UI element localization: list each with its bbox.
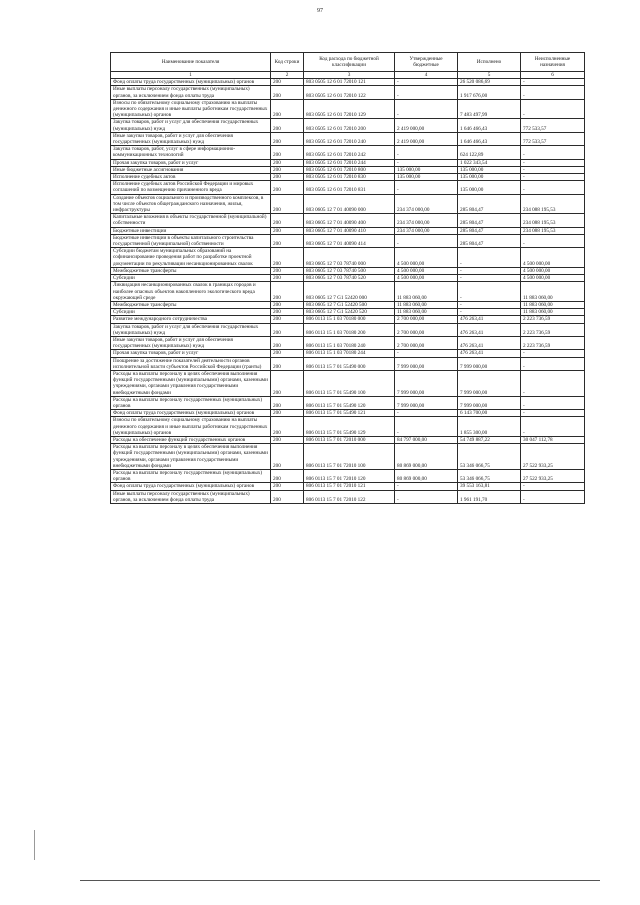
table-row [111,396,585,409]
row-approved-cell: 7 999 000,00 [395,396,458,409]
row-unexecuted-cell: - [521,181,585,194]
row-kbk-cell: 803 0505 12 6 01 72010 244 [304,159,395,166]
row-executed-cell: 285 804,47 [458,234,521,247]
row-approved-cell: - [395,350,458,357]
row-kbk-cell: 803 0605 12 7 G1 52420 000 [304,282,395,302]
row-executed-cell: 26 520 086,69 [458,79,521,86]
row-code-cell: 200 [271,490,304,503]
row-executed-cell: 1 855 300,00 [458,417,521,437]
row-name-cell: Взносы по обязательному социальному страхованию на выплаты денежного содержания и иные выплаты работникам государственных (муниципальных) органов [111,417,271,437]
row-kbk-cell: 806 0113 15 7 01 55490 121 [304,410,395,417]
table-row [111,99,585,119]
row-unexecuted-cell: 27 522 933,25 [521,469,585,482]
row-unexecuted-cell: 4 500 000,00 [521,267,585,274]
row-kbk-cell: 803 0605 12 7 01 40090 400 [304,214,395,227]
table-row [111,469,585,482]
row-kbk-cell: 806 0113 15 7 01 72010 000 [304,436,395,443]
row-approved-cell: 11 883 060,00 [395,301,458,308]
row-name-cell: Субсидии [111,309,271,316]
row-unexecuted-cell: - [521,166,585,173]
table-row [111,323,585,336]
row-unexecuted-cell: 2 223 736,59 [521,336,585,349]
row-kbk-cell: 803 0505 12 6 01 72010 129 [304,99,395,119]
row-kbk-cell: 806 0113 15 1 03 70180 244 [304,350,395,357]
row-executed-cell: - [458,267,521,274]
row-kbk-cell: 803 0605 12 7 01 40090 410 [304,227,395,234]
page-number: 97 [317,8,323,14]
row-kbk-cell: 803 0605 12 7 03 78740 000 [304,248,395,268]
row-approved-cell: 11 883 060,00 [395,309,458,316]
row-name-cell: Ликвидация несанкционированных свалок в границах городов и наиболее опасных объектов накопленного экологического вреда окружающей среде [111,282,271,302]
row-unexecuted-cell: 772 533,57 [521,119,585,132]
row-executed-cell: 7 999 000,00 [458,357,521,370]
row-unexecuted-cell: 772 533,57 [521,132,585,145]
row-code-cell: 200 [271,234,304,247]
row-code-cell: 200 [271,227,304,234]
table-row [111,275,585,282]
row-code-cell: 200 [271,132,304,145]
table-row [111,336,585,349]
table-row [111,282,585,302]
table-row [111,370,585,396]
row-name-cell: Расходы на выплаты персоналу в целях обеспечения выполнения функций государственными (муниципальными) органами, казенными учреждениями, органами управления государственными внебюджетными фондами [111,370,271,396]
row-executed-cell: 135 000,00 [458,166,521,173]
table-row [111,410,585,417]
table-row [111,483,585,490]
row-name-cell: Исполнение судебных актов [111,174,271,181]
expenditure-report-table [110,52,585,504]
column-number: 3 [304,72,395,79]
row-name-cell: Взносы по обязательному социальному страхованию на выплаты денежного содержания и иные выплаты работникам государственных (муниципальных) органов [111,99,271,119]
row-kbk-cell: 806 0113 15 7 01 55490 000 [304,357,395,370]
row-approved-cell: - [395,234,458,247]
row-unexecuted-cell: - [521,159,585,166]
row-approved-cell: - [395,146,458,159]
row-name-cell: Расходы на выплаты персоналу государственных (муниципальных) органов [111,396,271,409]
row-approved-cell: 135 000,00 [395,174,458,181]
row-unexecuted-cell: 234 088 195,53 [521,194,585,214]
row-executed-cell: 7 999 000,00 [458,370,521,396]
row-executed-cell: 7 999 000,00 [458,396,521,409]
row-kbk-cell: 806 0113 15 7 01 72010 121 [304,483,395,490]
row-unexecuted-cell: - [521,370,585,396]
row-approved-cell: 2 700 000,00 [395,316,458,323]
row-kbk-cell: 806 0113 15 1 03 70180 200 [304,323,395,336]
row-executed-cell: 53 346 066,75 [458,444,521,470]
row-executed-cell: - [458,309,521,316]
table-row [111,267,585,274]
row-code-cell: 200 [271,316,304,323]
row-code-cell: 200 [271,350,304,357]
row-name-cell: Развитие международного сотрудничества [111,316,271,323]
table-row [111,309,585,316]
row-code-cell: 200 [271,323,304,336]
table-row [111,417,585,437]
row-name-cell: Иные выплаты персоналу государственных (муниципальных) органов, за исключением фонда оплаты труда [111,86,271,99]
row-kbk-cell: 806 0113 15 7 01 55490 100 [304,370,395,396]
row-code-cell: 200 [271,370,304,396]
table-row [111,350,585,357]
row-kbk-cell: 803 0605 12 7 G1 52420 520 [304,309,395,316]
row-executed-cell: - [458,282,521,302]
row-code-cell: 200 [271,267,304,274]
row-code-cell: 200 [271,79,304,86]
row-approved-cell: 2 700 000,00 [395,323,458,336]
row-kbk-cell: 806 0113 15 7 01 55490 120 [304,396,395,409]
column-number-row [111,72,585,79]
row-name-cell: Межбюджетные трансферты [111,301,271,308]
row-code-cell: 200 [271,86,304,99]
row-approved-cell: - [395,483,458,490]
row-name-cell: Бюджетные инвестиции [111,227,271,234]
row-code-cell: 200 [271,181,304,194]
row-kbk-cell: 803 0505 12 6 01 72010 122 [304,86,395,99]
row-code-cell: 200 [271,119,304,132]
row-executed-cell: 1 646 466,43 [458,119,521,132]
row-kbk-cell: 803 0605 12 7 01 40090 414 [304,234,395,247]
table-row [111,159,585,166]
row-unexecuted-cell: - [521,99,585,119]
column-number: 6 [521,72,585,79]
row-code-cell: 200 [271,301,304,308]
table-row [111,119,585,132]
row-code-cell: 200 [271,194,304,214]
row-kbk-cell: 803 0605 12 7 03 78740 520 [304,275,395,282]
row-unexecuted-cell: - [521,350,585,357]
row-unexecuted-cell: - [521,410,585,417]
row-unexecuted-cell: 2 223 736,59 [521,323,585,336]
table-row [111,132,585,145]
row-approved-cell: 4 500 000,00 [395,248,458,268]
row-approved-cell: 2 419 000,00 [395,119,458,132]
row-approved-cell: 4 500 000,00 [395,275,458,282]
row-name-cell: Иные закупки товаров, работ и услуг для обеспечения государственных (муниципальных) нужд [111,132,271,145]
table-row [111,174,585,181]
scan-mark [34,830,35,860]
row-executed-cell: 476 263,41 [458,316,521,323]
bottom-rule [80,880,600,881]
table-row [111,316,585,323]
row-name-cell: Расходы на выплаты персоналу в целях обеспечения выполнения функций государственными (муниципальными) органами, казенными учреждениями, органами управления государственными внебюджетными фондами [111,444,271,470]
header-name: Наименование показателя [111,53,271,72]
row-name-cell: Субсидии [111,275,271,282]
row-unexecuted-cell: 4 500 000,00 [521,275,585,282]
header-unexecuted: Неисполненные назначения [521,53,585,72]
row-code-cell: 200 [271,483,304,490]
row-name-cell: Поощрение за достижение показателей деятельности органов исполнительной власти субъектов Российской Федерации (гранты) [111,357,271,370]
table-row [111,227,585,234]
table-row [111,79,585,86]
row-name-cell: Расходы на выплаты персоналу государственных (муниципальных) органов [111,469,271,482]
column-number: 4 [395,72,458,79]
row-code-cell: 200 [271,417,304,437]
row-code-cell: 200 [271,469,304,482]
table-row [111,490,585,503]
row-approved-cell: 11 883 060,00 [395,282,458,302]
row-name-cell: Прочая закупка товаров, работ и услуг [111,350,271,357]
row-approved-cell: 135 000,00 [395,166,458,173]
row-unexecuted-cell: - [521,396,585,409]
row-executed-cell: 54 749 887,22 [458,436,521,443]
row-unexecuted-cell: 11 883 060,00 [521,309,585,316]
row-unexecuted-cell: 30 047 112,78 [521,436,585,443]
row-approved-cell: - [395,159,458,166]
row-kbk-cell: 803 0605 12 7 03 78740 500 [304,267,395,274]
row-code-cell: 200 [271,357,304,370]
row-approved-cell: - [395,86,458,99]
row-code-cell: 200 [271,248,304,268]
row-executed-cell: 285 804,47 [458,214,521,227]
row-unexecuted-cell: 234 088 195,53 [521,227,585,234]
row-code-cell: 200 [271,436,304,443]
row-unexecuted-cell: - [521,490,585,503]
row-approved-cell: - [395,410,458,417]
row-unexecuted-cell: 27 522 933,25 [521,444,585,470]
row-executed-cell: 1 917 676,00 [458,86,521,99]
table-row [111,194,585,214]
row-unexecuted-cell: - [521,234,585,247]
header-executed: Исполнено [458,53,521,72]
row-name-cell: Исполнение судебных актов Российской Федерации и мировых соглашений по возмещению причиненного вреда [111,181,271,194]
row-executed-cell: 476 263,41 [458,350,521,357]
row-name-cell: Создание объектов социального и производственного комплексов, в том числе объектов общегражданского назначения, жилья, инфраструктуры [111,194,271,214]
table-row [111,166,585,173]
row-kbk-cell: 803 0505 12 6 01 72010 121 [304,79,395,86]
row-approved-cell: 7 999 000,00 [395,370,458,396]
row-executed-cell: - [458,248,521,268]
row-name-cell: Бюджетные инвестиции в объекты капитального строительства государственной (муниципальной) собственности [111,234,271,247]
row-unexecuted-cell: 234 088 195,53 [521,214,585,227]
row-name-cell: Фонд оплаты труда государственных (муниципальных) органов [111,410,271,417]
row-name-cell: Иные закупки товаров, работ и услуг для обеспечения государственных (муниципальных) нужд [111,336,271,349]
row-approved-cell: 7 999 000,00 [395,357,458,370]
table-row [111,181,585,194]
row-kbk-cell: 803 0505 12 6 01 72010 242 [304,146,395,159]
row-approved-cell: 80 869 000,00 [395,469,458,482]
row-code-cell: 200 [271,159,304,166]
row-executed-cell: 1 022 343,54 [458,159,521,166]
table-row [111,214,585,227]
column-number: 2 [271,72,304,79]
table-row [111,436,585,443]
row-unexecuted-cell: - [521,417,585,437]
row-name-cell: Закупка товаров, работ, услуг в сфере информационно-коммуникационных технологий [111,146,271,159]
row-name-cell: Иные бюджетные ассигнования [111,166,271,173]
row-kbk-cell: 806 0113 15 7 01 72010 100 [304,444,395,470]
row-approved-cell: 2 419 000,00 [395,132,458,145]
row-name-cell: Прочая закупка товаров, работ и услуг [111,159,271,166]
row-kbk-cell: 806 0113 15 7 01 72010 120 [304,469,395,482]
row-executed-cell: 53 346 066,75 [458,469,521,482]
row-approved-cell: 2 700 000,00 [395,336,458,349]
row-unexecuted-cell: - [521,357,585,370]
row-code-cell: 200 [271,309,304,316]
row-kbk-cell: 803 0505 12 6 01 72010 240 [304,132,395,145]
table-row [111,357,585,370]
row-approved-cell: - [395,417,458,437]
header-approved: Утвержденные бюджетные [395,53,458,72]
row-executed-cell: - [458,275,521,282]
row-approved-cell: 234 374 000,00 [395,227,458,234]
row-unexecuted-cell: - [521,483,585,490]
row-approved-cell: 80 869 000,00 [395,444,458,470]
row-code-cell: 200 [271,282,304,302]
table-header-row [111,53,585,72]
row-kbk-cell: 803 0505 12 6 01 72010 200 [304,119,395,132]
row-name-cell: Закупка товаров, работ и услуг для обеспечения государственных (муниципальных) нужд [111,119,271,132]
table-row [111,146,585,159]
row-code-cell: 200 [271,174,304,181]
row-unexecuted-cell: 11 883 060,00 [521,301,585,308]
row-unexecuted-cell: - [521,79,585,86]
table-row [111,234,585,247]
row-code-cell: 200 [271,146,304,159]
row-kbk-cell: 806 0113 15 1 03 70180 240 [304,336,395,349]
row-kbk-cell: 806 0113 15 7 01 72010 122 [304,490,395,503]
row-approved-cell: 4 500 000,00 [395,267,458,274]
row-name-cell: Закупка товаров, работ и услуг для обеспечения государственных (муниципальных) нужд [111,323,271,336]
row-code-cell: 200 [271,410,304,417]
row-approved-cell: 84 797 000,00 [395,436,458,443]
row-approved-cell: 234 374 000,00 [395,214,458,227]
column-number: 1 [111,72,271,79]
row-name-cell: Фонд оплаты труда государственных (муниципальных) органов [111,79,271,86]
row-kbk-cell: 803 0605 12 7 G1 52420 500 [304,301,395,308]
row-code-cell: 200 [271,166,304,173]
row-kbk-cell: 803 0505 12 6 01 72010 831 [304,181,395,194]
row-approved-cell: - [395,99,458,119]
row-unexecuted-cell: 11 883 060,00 [521,282,585,302]
row-kbk-cell: 803 0605 12 7 01 40090 000 [304,194,395,214]
row-executed-cell: 624 122,89 [458,146,521,159]
row-code-cell: 200 [271,336,304,349]
row-executed-cell: - [458,301,521,308]
table-row [111,444,585,470]
row-code-cell: 200 [271,214,304,227]
row-kbk-cell: 803 0505 12 6 01 72010 800 [304,166,395,173]
row-executed-cell: 285 804,47 [458,227,521,234]
row-approved-cell: 234 374 000,00 [395,194,458,214]
row-approved-cell: - [395,490,458,503]
row-executed-cell: 135 000,00 [458,174,521,181]
row-executed-cell: 1 961 191,70 [458,490,521,503]
row-executed-cell: 1 646 466,43 [458,132,521,145]
row-unexecuted-cell: - [521,86,585,99]
row-name-cell: Расходы на обеспечение функций государственных органов [111,436,271,443]
row-executed-cell: 135 000,00 [458,181,521,194]
table-row [111,248,585,268]
row-executed-cell: 476 263,41 [458,323,521,336]
row-executed-cell: 6 143 700,00 [458,410,521,417]
row-executed-cell: 39 553 163,81 [458,483,521,490]
header-kbk: Код расхода по бюджетной классификации [304,53,395,72]
row-name-cell: Капитальные вложения в объекты государственной (муниципальной) собственности [111,214,271,227]
table-body [111,79,585,504]
table-row [111,301,585,308]
row-unexecuted-cell: 2 223 736,59 [521,316,585,323]
header-line-code: Код строки [271,53,304,72]
table-row [111,86,585,99]
row-name-cell: Фонд оплаты труда государственных (муниципальных) органов [111,483,271,490]
row-kbk-cell: 803 0505 12 6 01 72010 830 [304,174,395,181]
row-name-cell: Субсидии бюджетам муниципальных образований на софинансирование проведения работ по разработке проектной документации по рекультивации несанкционированных свалок [111,248,271,268]
row-kbk-cell: 806 0113 15 1 03 70180 000 [304,316,395,323]
column-number: 5 [458,72,521,79]
row-unexecuted-cell: 4 500 000,00 [521,248,585,268]
row-code-cell: 200 [271,99,304,119]
row-code-cell: 200 [271,444,304,470]
row-approved-cell: - [395,181,458,194]
row-executed-cell: 285 804,47 [458,194,521,214]
row-unexecuted-cell: - [521,174,585,181]
row-executed-cell: 7 483 497,99 [458,99,521,119]
row-code-cell: 200 [271,396,304,409]
row-kbk-cell: 806 0113 15 7 01 55490 129 [304,417,395,437]
row-name-cell: Иные выплаты персоналу государственных (муниципальных) органов, за исключением фонда оплаты труда [111,490,271,503]
row-executed-cell: 476 263,41 [458,336,521,349]
row-code-cell: 200 [271,275,304,282]
row-name-cell: Межбюджетные трансферты [111,267,271,274]
row-unexecuted-cell: - [521,146,585,159]
row-approved-cell: - [395,79,458,86]
